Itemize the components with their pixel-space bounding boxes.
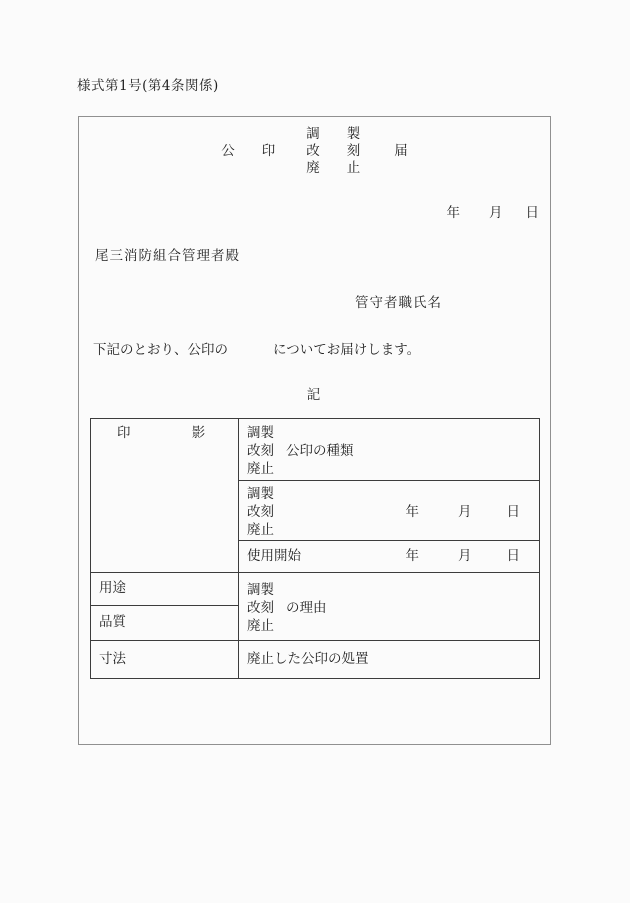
date-option-abolish bbox=[247, 521, 539, 539]
sentence-before-blank: 下記のとおり、公印の bbox=[93, 342, 228, 358]
start-use-cell bbox=[239, 541, 539, 573]
option-label: 廃止 bbox=[247, 461, 274, 477]
title-option-char: 製 bbox=[346, 125, 361, 142]
form-number-label: 様式第1号(第4条関係) bbox=[77, 78, 219, 94]
title-option-prepare bbox=[306, 126, 360, 143]
reason-label: の理由 bbox=[286, 600, 327, 616]
request-sentence bbox=[93, 344, 420, 358]
type-option-prepare bbox=[247, 424, 539, 442]
seal-impression-char1: 印 bbox=[117, 425, 131, 441]
year-label: 年 bbox=[405, 547, 419, 564]
date-option-reengrave bbox=[247, 503, 539, 521]
year-label: 年 bbox=[405, 504, 419, 520]
addressee-line: 尾三消防組合管理者殿 bbox=[95, 248, 240, 264]
seal-impression-char2: 影 bbox=[191, 425, 206, 441]
title-char-notification: 届 bbox=[394, 142, 408, 159]
disposition-label: 廃止した公印の処置 bbox=[247, 650, 369, 667]
title-option-char: 廃 bbox=[306, 159, 320, 176]
action-date-cell bbox=[239, 481, 539, 541]
submission-date-line bbox=[447, 207, 540, 221]
quality-label: 品質 bbox=[99, 614, 126, 631]
title-option-char: 止 bbox=[346, 159, 361, 176]
seal-impression-cell bbox=[91, 419, 239, 573]
type-option-abolish bbox=[247, 460, 539, 478]
disposition-cell bbox=[239, 641, 539, 678]
seal-details-table bbox=[90, 418, 540, 679]
option-label: 廃止 bbox=[247, 618, 274, 634]
seal-action-fill-in-blank bbox=[228, 353, 273, 354]
title-option-reengrave bbox=[306, 143, 360, 160]
title-char-public: 公 bbox=[221, 142, 235, 159]
title-option-abolish bbox=[306, 160, 360, 177]
dimensions-cell bbox=[91, 641, 239, 678]
date-option-prepare bbox=[247, 485, 539, 503]
record-header: 記 bbox=[306, 387, 323, 403]
reason-option-reengrave bbox=[247, 599, 539, 617]
notification-frame bbox=[78, 116, 551, 745]
option-label: 改刻 bbox=[247, 443, 274, 459]
option-label: 改刻 bbox=[247, 600, 274, 616]
title-option-char: 改 bbox=[306, 142, 320, 159]
option-label: 調製 bbox=[247, 425, 274, 441]
form-title bbox=[79, 126, 550, 177]
sentence-after-blank: についてお届けします。 bbox=[273, 342, 421, 358]
day-label: 日 bbox=[506, 547, 520, 564]
title-action-options bbox=[306, 126, 360, 177]
usage-cell bbox=[91, 573, 239, 606]
month-label: 月 bbox=[458, 547, 472, 564]
reason-option-abolish bbox=[247, 617, 539, 635]
reason-option-prepare bbox=[247, 581, 539, 599]
option-label: 改刻 bbox=[247, 504, 274, 520]
start-use-label: 使用開始 bbox=[247, 547, 301, 564]
seal-type-label: 公印の種類 bbox=[286, 443, 354, 459]
month-label: 月 bbox=[458, 504, 472, 520]
reason-cell bbox=[239, 573, 539, 641]
option-label: 調製 bbox=[247, 486, 274, 502]
day-label: 日 bbox=[525, 205, 539, 221]
quality-cell bbox=[91, 606, 239, 641]
day-label: 日 bbox=[506, 504, 520, 520]
dimensions-label: 寸法 bbox=[99, 650, 126, 667]
title-char-seal: 印 bbox=[261, 142, 276, 159]
title-option-char: 調 bbox=[306, 125, 320, 142]
custodian-name-line: 管守者職氏名 bbox=[355, 295, 442, 311]
usage-label: 用途 bbox=[99, 580, 126, 597]
start-use-date-fields bbox=[405, 547, 540, 564]
year-label: 年 bbox=[446, 205, 460, 221]
action-date-fields bbox=[406, 503, 540, 521]
option-label: 廃止 bbox=[247, 522, 274, 538]
title-option-char: 刻 bbox=[346, 142, 361, 159]
seal-type-cell bbox=[239, 419, 539, 481]
option-label: 調製 bbox=[247, 582, 274, 598]
type-option-reengrave bbox=[247, 442, 539, 460]
month-label: 月 bbox=[489, 205, 503, 221]
